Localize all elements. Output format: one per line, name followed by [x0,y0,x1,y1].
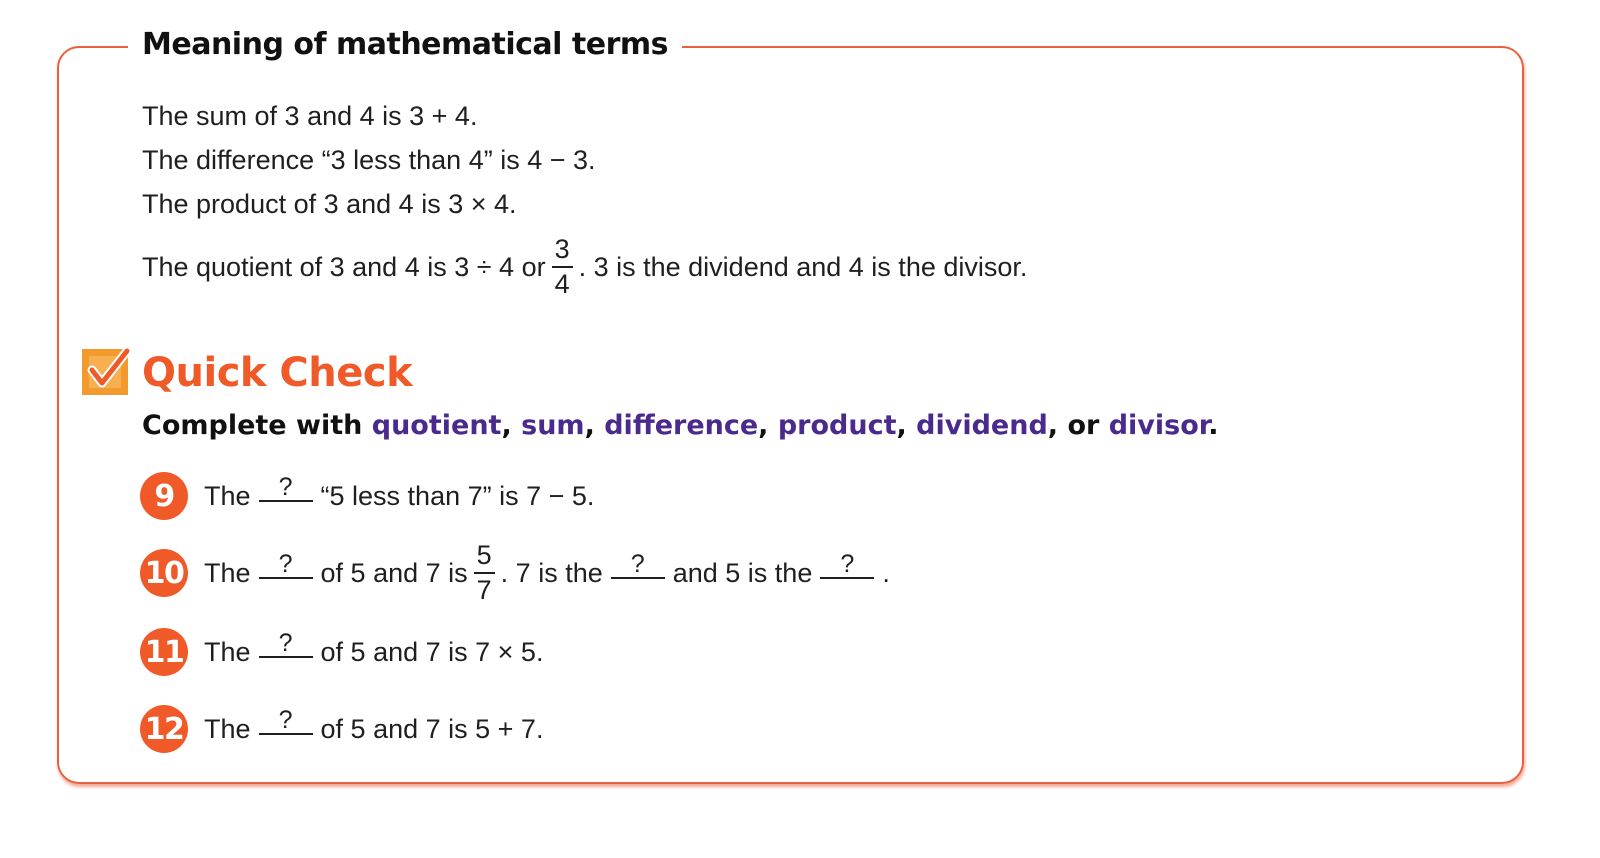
question-12 [140,705,543,753]
fraction-denominator: 7 [476,575,492,605]
question-text: . 7 is the [500,557,603,588]
question-text: of 5 and 7 is 7 × 5. [320,636,544,667]
instruction-end: . [1208,410,1219,441]
question-text: . [882,557,890,588]
question-11 [140,628,543,676]
definition-difference: The difference “3 less than 4” is 4 − 3. [142,145,596,175]
separator: , [584,410,605,441]
term-sum: sum [521,410,585,441]
term-divisor: divisor [1108,410,1209,441]
quotient-text-before: The quotient of 3 and 4 is 3 ÷ 4 or [142,251,546,282]
fraction-numerator: 3 [552,236,573,268]
definition-product: The product of 3 and 4 is 3 × 4. [142,189,517,219]
fraction-three-fourths [552,236,573,298]
quotient-text-after: . 3 is the dividend and 4 is the divisor. [578,251,1028,282]
answer-blank[interactable]: ? [259,630,313,658]
fraction-numerator: 5 [474,542,495,574]
question-text: and 5 is the [672,557,813,588]
answer-blank[interactable]: ? [611,551,665,579]
fraction-five-sevenths [474,542,495,604]
question-text: The [204,480,251,511]
term-difference: difference [604,410,759,441]
question-number-badge: 9 [140,472,188,520]
question-text: of 5 and 7 is 5 + 7. [320,713,544,744]
question-10 [140,542,890,604]
question-9 [140,472,594,520]
term-product: product [777,410,897,441]
question-text: The [204,713,251,744]
quick-check-instruction [142,410,1219,441]
separator: , [758,410,778,441]
question-text: “5 less than 7” is 7 − 5. [320,480,595,511]
term-dividend: dividend [916,410,1048,441]
definition-quotient [142,236,1027,298]
term-quotient: quotient [371,410,502,441]
answer-blank[interactable]: ? [259,551,313,579]
question-number-badge: 12 [140,705,188,753]
question-number-badge: 10 [140,549,188,597]
separator: , [501,410,522,441]
question-number-badge: 11 [140,628,188,676]
answer-blank[interactable]: ? [259,707,313,735]
instruction-lead: Complete with [142,410,372,441]
definition-sum: The sum of 3 and 4 is 3 + 4. [142,101,478,131]
question-text: The [204,636,251,667]
quick-check-title: Quick Check [142,350,413,396]
separator: , [896,410,917,441]
answer-blank[interactable]: ? [259,474,313,502]
answer-blank[interactable]: ? [820,551,874,579]
panel-title: Meaning of mathematical terms [128,27,682,62]
question-text: The [204,557,251,588]
question-text: of 5 and 7 is [320,557,468,588]
fraction-denominator: 4 [554,269,570,299]
checkmark-square-icon [81,346,131,396]
separator-or: , or [1047,410,1109,441]
